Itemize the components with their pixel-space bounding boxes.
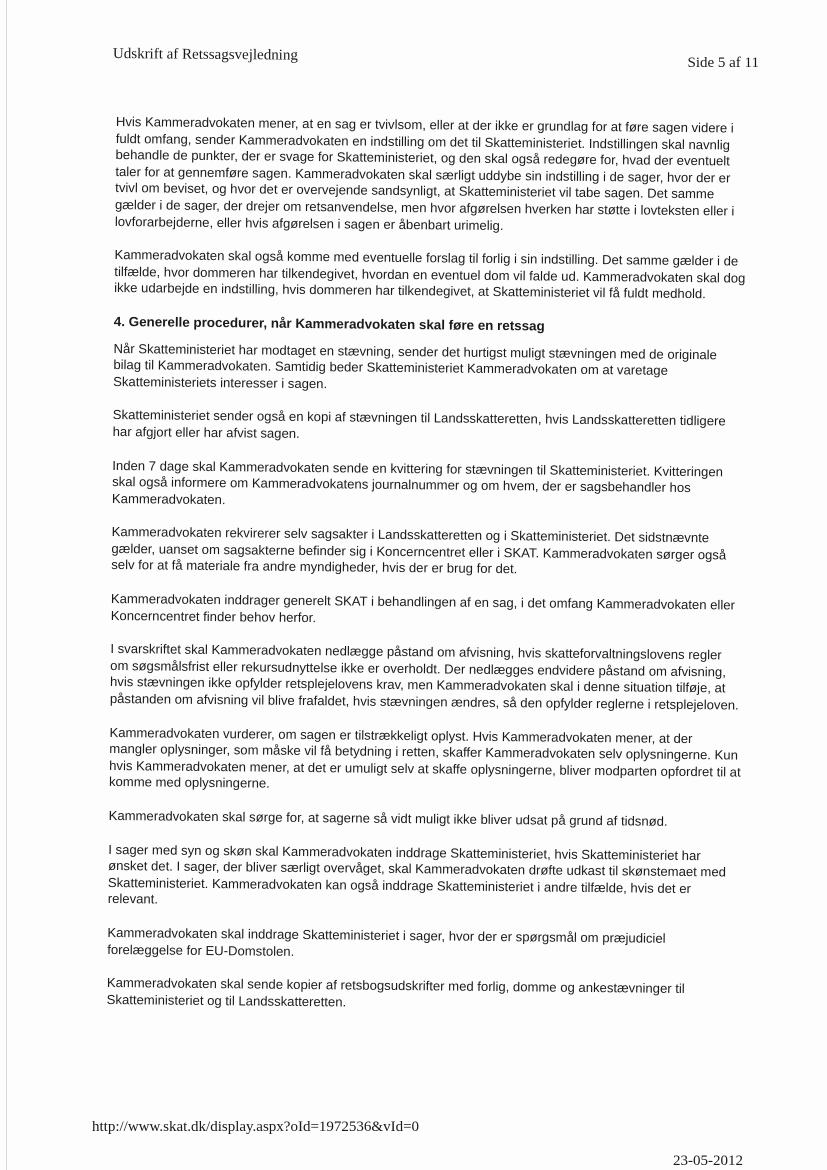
- paragraph: Skatteministeriet sender også en kopi af stævningen til Landsskatteretten, hvis Landsskatteretten tidligere har afgjort eller har afvist sagen.: [112, 407, 726, 441]
- paragraph: I svarskriftet skal Kammeradvokaten nedlægge påstand om afvisning, hvis skatteforvaltningslovens regler om søgsmålsfrist eller rekursudnyttelse ikke er overholdt. Der nedlægges endvidere påstand om afvisning, hvis stævningen ikke opfylder retsplejelovens krav, men Kammeradvokaten skal i denne situation tilføje, at påstanden om afvisning vil blive frafaldet, hvis stævningen ændres, så den opfylder reglerne i retsplejeloven.: [109, 641, 739, 713]
- document-header-title: Udskrift af Retssagsvejledning: [112, 46, 298, 64]
- paragraph: Kammeradvokaten skal sende kopier af retsbogsudskrifter med forlig, domme og ankestævninger til Skatteministeriet og til Landsskatteretten.: [106, 975, 685, 1010]
- paragraph: Kammeradvokaten skal også komme med eventuelle forslag til forlig i sin indstilling. Det samme gælder i de tilfælde, hvor dommeren har tilkendegivet, hvordan en eventuel dom vil falde ud. Kammeradvokaten skal dog ikke udarbejde en indstilling, hvis dommeren har tilkendegivet, at Skatteministeriet vil få fuldt medhold.: [114, 247, 746, 302]
- paragraph: Inden 7 dage skal Kammeradvokaten sende en kvittering for stævningen til Skatteministeriet. Kvitteringen skal også informere om Kammeradvokatens journalnummer og om hvem, der er sagsbehandler hos Kammeradvokaten.: [111, 457, 724, 507]
- paragraph: Når Skatteministeriet har modtaget en stævning, sender det hurtigst muligt stævningen med de originale bilag til Kammeradvokaten. Samtidig beder Skatteministeriet Kammeradvokaten om at varetage Skatteministeriets interesser i sagen.: [113, 340, 717, 391]
- document-body: [107, 114, 748, 1015]
- scan-edge-line: [6, 0, 7, 1170]
- paragraph: Kammeradvokaten inddrager generelt SKAT i behandlingen af en sag, i det omfang Kammeradvokaten eller Koncerncentret finder behov herfor.: [110, 591, 736, 625]
- page-number: Side 5 af 11: [687, 55, 759, 71]
- footer-url: http://www.skat.dk/display.aspx?oId=1972536&vId=0: [92, 1119, 420, 1135]
- paragraph: Kammeradvokaten rekvirerer selv sagsakter i Landsskatteretten og i Skatteministeriet. Det sidstnævnte gælder, uanset om sagsakterne befinder sig i Koncerncentret eller i SKAT. Kammeradvokaten sørger også selv for at få materiale fra andre myndigheder, hvis der er brug for det.: [111, 524, 727, 577]
- footer-date: 23-05-2012: [673, 1153, 743, 1169]
- paragraph: Hvis Kammeradvokaten mener, at en sag er tvivlsom, eller at der ikke er grundlag for at føre sagen videre i fuldt omfang, sender Kammeradvokaten en indstilling om det til Skatteministeriet. Indstillingen skal navnlig behandle de punkter, der er svage for Skatteministeriet, og den skal også redegøre for, hvad der eventuelt taler for at gennemføre sagen. Kammeradvokaten skal særligt uddybe sin indstilling i de sager, hvor der er tvivl om beviset, og hvor det er overvejende sandsynligt, at Skatteministeriet vil tabe sagen. Det samme gælder i de sager, der drejer om retsanvendelse, men hvor afgørelsen hverken har støtte i lovteksten eller i lovforarbejderne, eller hvis afgørelsen i sagen er åbenbart urimelig.: [114, 114, 735, 233]
- paragraph: I sager med syn og skøn skal Kammeradvokaten inddrage Skatteministeriet, hvis Skatteministeriet har ønsket det. I sager, der bliver særligt overvåget, skal Kammeradvokaten drøfte udkast til skønstemaet med Skatteministeriet. Kammeradvokaten kan også inddrage Skatteministeriet i andre tilfælde, hvis det er relevant.: [107, 841, 727, 907]
- section-heading: 4. Generelle procedurer, når Kammeradvokaten skal føre en retssag: [113, 313, 545, 334]
- paragraph: Kammeradvokaten vurderer, om sagen er tilstrækkeligt oplyst. Hvis Kammeradvokaten mener, at der mangler oplysninger, som måske vil få betydning i retten, skaffer Kammeradvokaten selv oplysningerne. Kun hvis Kammeradvokaten mener, at det er umuligt selv at skaffe oplysningerne, bliver modparten opfordret til at komme med oplysningerne.: [108, 724, 741, 792]
- paragraph: Kammeradvokaten skal inddrage Skatteministeriet i sager, hvor der er spørgsmål om præjudiciel forelæggelse for EU-Domstolen.: [107, 924, 666, 959]
- paragraph: Kammeradvokaten skal sørge for, at sagerne så vidt muligt ikke bliver udsat på grund af tidsnød.: [108, 807, 668, 829]
